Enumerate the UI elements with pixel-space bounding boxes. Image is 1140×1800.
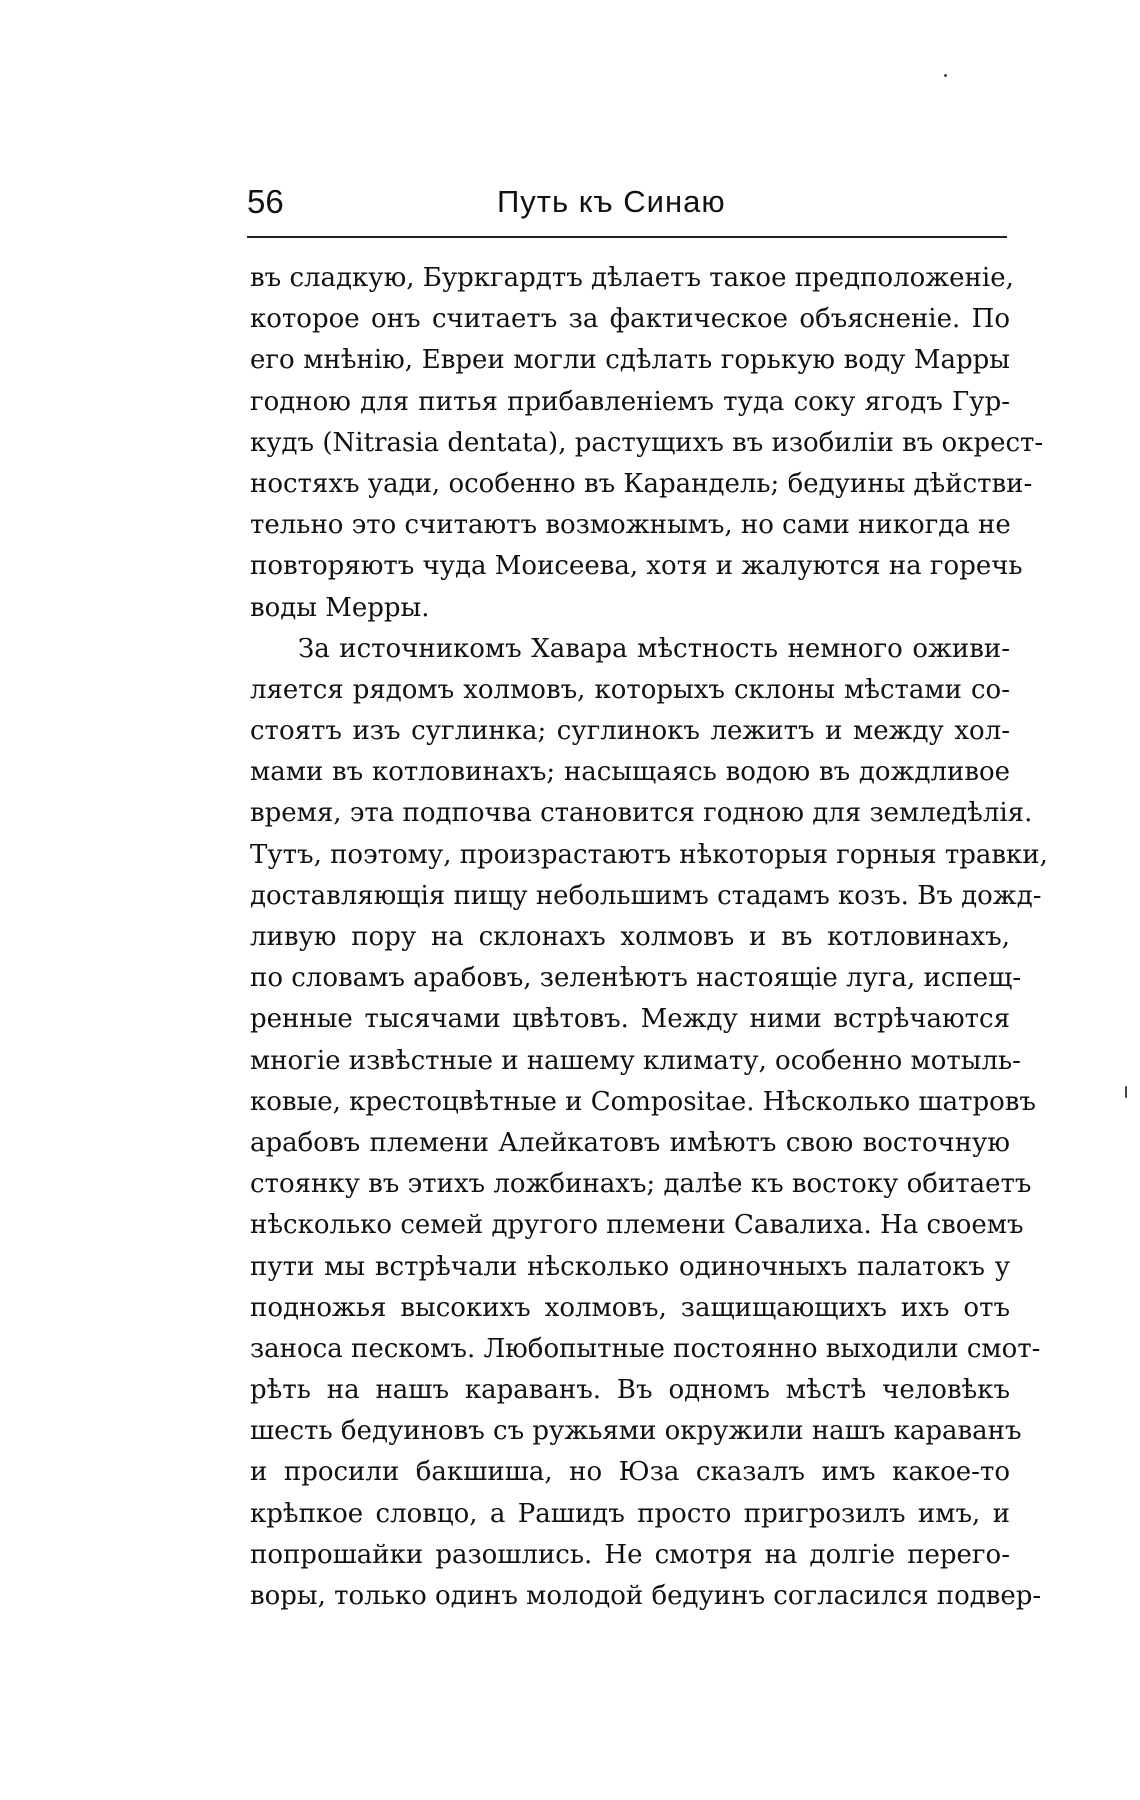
text-line: ностяхъ уади, особенно въ Карандель; бедуины дѣйстви- bbox=[250, 468, 1033, 499]
text-line: ливую пору на склонахъ холмовъ и въ котловинахъ, bbox=[250, 922, 1010, 952]
scan-speck bbox=[944, 74, 947, 77]
text-line: арабовъ племени Алейкатовъ имѣютъ свою восточную bbox=[250, 1127, 1010, 1158]
text-line: нѣсколько семей другого племени Савалиха. На своемъ bbox=[250, 1210, 1024, 1241]
text-line: рѣть на нашъ караванъ. Въ одномъ мѣстѣ человѣкъ bbox=[250, 1375, 1010, 1406]
header-rule bbox=[247, 236, 1007, 238]
text-line: по словамъ арабовъ, зеленѣютъ настоящіе луга, испещ- bbox=[250, 963, 1022, 994]
text-line: и просили бакшиша, но Юза сказалъ имъ какое-то bbox=[250, 1457, 1010, 1488]
text-line: стоянку въ этихъ ложбинахъ; далѣе къ востоку обитаетъ bbox=[250, 1169, 1032, 1200]
page-number: 56 bbox=[247, 183, 284, 220]
text-line: воды Мерры. bbox=[250, 592, 430, 623]
text-line: въ сладкую, Буркгардтъ дѣлаетъ такое предположеніе, bbox=[250, 263, 1014, 293]
text-line: Тутъ, поэтому, произрастаютъ нѣкоторыя горныя травки, bbox=[250, 839, 1048, 870]
body-text bbox=[250, 258, 1048, 1617]
text-line: время, эта подпочва становится годною для земледѣлія. bbox=[250, 798, 1033, 829]
running-title: Путь къ Синаю bbox=[497, 184, 726, 219]
scan-speck bbox=[1125, 1086, 1127, 1098]
text-line: подножья высокихъ холмовъ, защищающихъ ихъ отъ bbox=[250, 1292, 1010, 1323]
text-line: ляется рядомъ холмовъ, которыхъ склоны мѣстами со- bbox=[250, 674, 1010, 705]
text-line: шесть бедуиновъ съ ружьями окружили нашъ караванъ bbox=[250, 1416, 1022, 1447]
text-line: мами въ котловинахъ; насыщаясь водою въ дождливое bbox=[250, 757, 1010, 788]
text-line: попрошайки разошлись. Не смотря на долгіе перего- bbox=[250, 1539, 1010, 1570]
text-line: За источникомъ Хавара мѣстность немного оживи- bbox=[298, 633, 1010, 664]
text-line: повторяютъ чуда Моисеева, хотя и жалуются на горечь bbox=[250, 551, 1023, 582]
text-line: доставляющія пищу небольшимъ стадамъ козъ. Въ дожд- bbox=[250, 880, 1042, 911]
text-line: тельно это считаютъ возможнымъ, но сами никогда не bbox=[250, 510, 1011, 541]
text-line: воры, только одинъ молодой бедуинъ согласился подвер- bbox=[250, 1581, 1042, 1611]
text-line: которое онъ считаетъ за фактическое объясненіе. По bbox=[250, 304, 1010, 335]
text-line: годною для питья прибавленіемъ туда соку ягодъ Гур- bbox=[250, 386, 1010, 417]
text-line: кудъ (Nitrasia dentata), растущихъ въ изобиліи въ окрест- bbox=[250, 427, 1044, 458]
text-line: заноса пескомъ. Любопытные постоянно выходили смот- bbox=[250, 1333, 1041, 1364]
text-line: стоятъ изъ суглинка; суглинокъ лежитъ и между хол- bbox=[250, 716, 1010, 747]
text-line: пути мы встрѣчали нѣсколько одиночныхъ палатокъ у bbox=[250, 1251, 1010, 1282]
text-line: многіе извѣстные и нашему климату, особенно мотыль- bbox=[250, 1045, 1021, 1076]
page-header bbox=[247, 182, 1007, 232]
text-line: ренные тысячами цвѣтовъ. Между ними встрѣчаются bbox=[250, 1004, 1010, 1035]
text-line: ковые, крестоцвѣтные и Compositae. Нѣсколько шатровъ bbox=[250, 1086, 1036, 1117]
text-line: крѣпкое словцо, а Рашидъ просто пригрозилъ имъ, и bbox=[250, 1498, 1010, 1529]
text-line: его мнѣнію, Евреи могли сдѣлать горькую воду Марры bbox=[250, 345, 1010, 376]
